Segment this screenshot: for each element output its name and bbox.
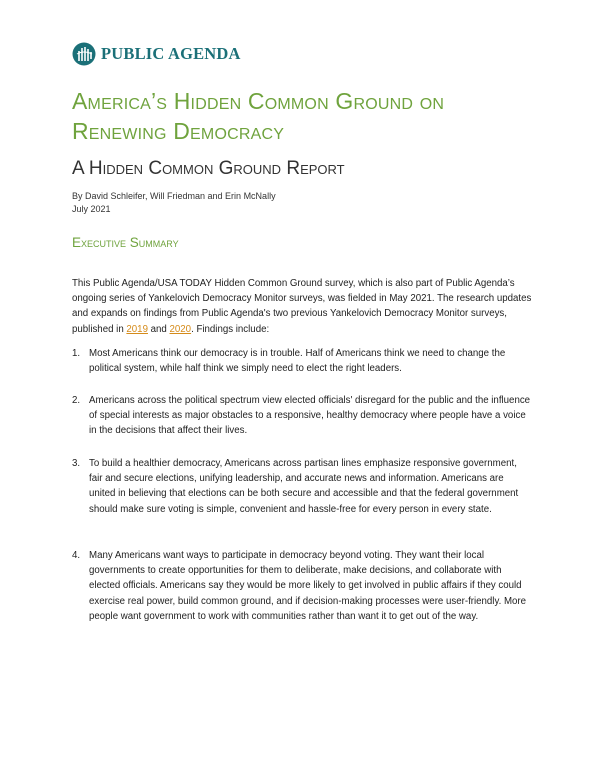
finding-item (72, 346, 532, 376)
byline (72, 190, 276, 216)
finding-number: 3. (72, 458, 81, 469)
authors: By David Schleifer, Will Friedman and Erin McNally (72, 191, 276, 201)
finding-text: Many Americans want ways to participate in democracy beyond voting. They want their local governments to create opportunities for them to deliberate, make decisions, and collaborate with elected officials. Americans say they would be more likely to get involved in public affairs if they could exercise real power, build common ground, and if decision-making processes were user-friendly. More people want government to work with communities rather than want it to get out of the way. (89, 550, 527, 622)
report-title: America’s Hidden Common Ground on Renewing Democracy (72, 88, 445, 144)
public-agenda-logo[interactable] (72, 40, 241, 68)
logo-text: PUBLIC AGENDA (101, 44, 241, 63)
finding-text: To build a healthier democracy, Americans across partisan lines emphasize responsive government, fair and secure elections, unifying leadership, and accurate news and information. Americans are united in believing that elections can be both secure and accessible and that the federal government should make sure voting is simple, convenient and hassle-free for every person in every state. (89, 458, 519, 515)
intro-and: and (147, 323, 170, 335)
intro-paragraph (72, 276, 532, 337)
finding-number: 4. (72, 550, 81, 561)
finding-item (72, 456, 532, 517)
public-agenda-emblem-icon (72, 42, 96, 66)
executive-summary-heading: Executive Summary (72, 235, 179, 250)
finding-text: Most Americans think our democracy is in trouble. Half of Americans think we need to change the political system, while half think we simply need to elect the right leaders. (89, 348, 506, 375)
link-2020-survey[interactable]: 2020 (169, 323, 192, 335)
finding-number: 1. (72, 348, 81, 359)
report-subtitle: A Hidden Common Ground Report (72, 158, 345, 179)
finding-number: 2. (72, 395, 81, 406)
finding-item (72, 393, 532, 439)
finding-text: Americans across the political spectrum view elected officials' disregard for the public and the influence of special interests as major obstacles to a responsive, healthy democracy where people have a voice in the decisions that affect their lives. (89, 395, 531, 437)
intro-end: . Findings include: (191, 323, 270, 335)
publication-date: July 2021 (72, 204, 111, 214)
intro-text: This Public Agenda/USA TODAY Hidden Common Ground survey, which is also part of Public Agenda’s ongoing series of Yankelovich Democracy Monitor surveys, was fielded in May 2021. The research updates and expands on findings from Public Agenda's two previous Yankelovich Democracy Monitor surveys, published in (72, 278, 532, 335)
link-2019-survey[interactable]: 2019 (126, 323, 148, 335)
finding-item (72, 548, 532, 624)
